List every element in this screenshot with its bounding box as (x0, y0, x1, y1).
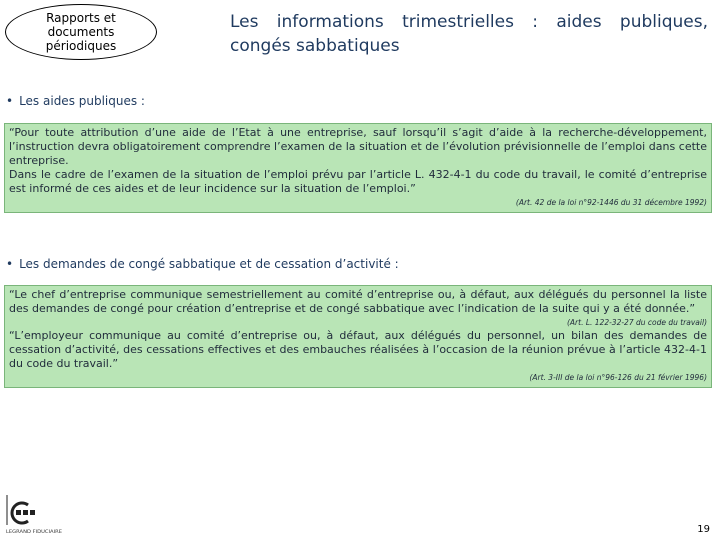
quote-box-aides (4, 123, 712, 213)
logo-mark-icon (4, 493, 66, 535)
section-badge-label: Rapports et documents périodiques (45, 11, 117, 53)
section-heading-label: Les demandes de congé sabbatique et de cessation d’activité : (19, 257, 399, 271)
quote-paragraph: “L’employeur communique au comité d’entreprise ou, à défaut, aux délégués du personnel, un bilan des demandes de cessation d’activité, des cessations effectives et des embauches réalisées à l’occasion de la réunion prévue à l’article 432-4-1 du code du travail.” (9, 329, 707, 370)
section-badge (5, 4, 157, 60)
quote-box-conges (4, 285, 712, 388)
section-heading-aides (6, 94, 145, 108)
section-heading-label: Les aides publiques : (19, 94, 145, 108)
legal-reference: (Art. 3-III de la loi n°96-126 du 21 février 1996) (529, 373, 707, 382)
quote-paragraph: “Pour toute attribution d’une aide de l’Etat à une entreprise, sauf lorsqu’il s’agit d’aide à la recherche-développement, l’instruction devra obligatoirement comprendre l’examen de la situation et de l’évolution prévisionnelle de l’emploi dans cette entreprise. (9, 126, 707, 167)
bullet-icon: • (6, 94, 14, 108)
company-logo (4, 493, 66, 535)
legal-reference: (Art. L. 122-32-27 du code du travail) (566, 318, 707, 327)
legal-reference: (Art. 42 de la loi n°92-1446 du 31 décembre 1992) (515, 198, 707, 207)
quote-paragraph: “Le chef d’entreprise communique semestriellement au comité d’entreprise ou, à défaut, aux délégués du personnel la liste des demandes de congé pour création d’entreprise et de congé sabbatique avec l’indication de la suite qui y a été donnée.” (9, 288, 707, 315)
bullet-icon: • (6, 257, 14, 271)
section-heading-conges (6, 257, 399, 271)
page-number: 19 (697, 524, 710, 535)
svg-text:LEGRAND FIDUCIAIRE: LEGRAND FIDUCIAIRE (6, 530, 55, 535)
quote-paragraph: Dans le cadre de l’examen de la situation de l’emploi prévu par l’article L. 432-4-1 du code du travail, le comité d’entreprise est informé de ces aides et de leur incidence sur la situation de l’emploi.” (9, 168, 707, 195)
page-title: Les informations trimestrielles : aides publiques, congés sabbatiques (230, 12, 708, 56)
